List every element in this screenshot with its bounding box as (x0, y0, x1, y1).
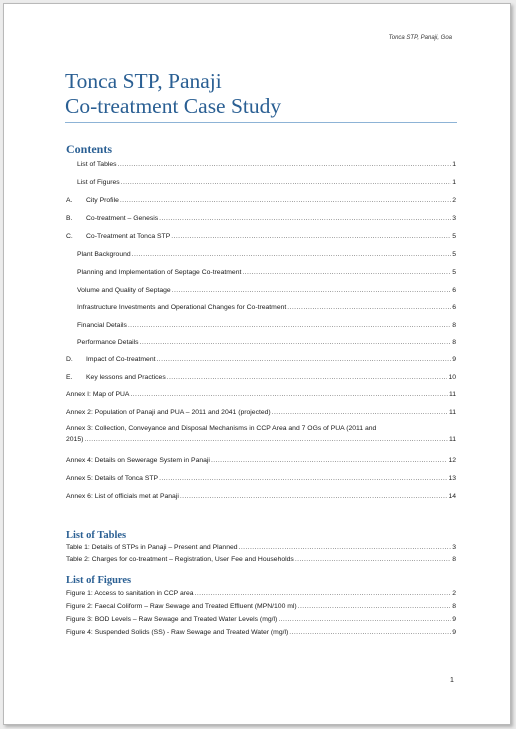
toc-entry[interactable]: D. Impact of Co-treatment ..... 9 (66, 355, 456, 364)
toc-entry[interactable]: Planning and Implementation of Septage Co-treatment ..... 5 (66, 268, 456, 277)
title-line-2: Co-treatment Case Study (65, 94, 282, 118)
figure-entry[interactable]: Figure 2: Faecal Coliform – Raw Sewage and Treated Effluent (MPN/100 ml) ..... 8 (66, 602, 456, 611)
toc-entry[interactable]: Annex 3: Collection, Conveyance and Disposal Mechanisms in CCP Area and 7 OGs of PUA (2011 and 2015) ..... 11 (66, 423, 456, 445)
table-entry[interactable]: Table 2: Charges for co-treatment – Registration, User Fee and Households ..... 8 (66, 555, 456, 564)
toc-entry[interactable]: C. Co-Treatment at Tonca STP ..... 5 (66, 232, 456, 241)
toc-entry[interactable]: List of Tables ..... 1 (66, 160, 456, 169)
figure-entry[interactable]: Figure 3: BOD Levels – Raw Sewage and Treated Water Levels (mg/l) ..... 9 (66, 615, 456, 624)
toc-entry[interactable]: A. City Profile ..... 2 (66, 196, 456, 205)
toc-entry[interactable]: Performance Details ..... 8 (66, 338, 456, 347)
title-underline (65, 122, 457, 123)
toc-entry[interactable]: Annex 4: Details on Sewerage System in Panaji ..... 12 (66, 456, 456, 465)
contents-heading: Contents (66, 142, 113, 156)
title-line-1: Tonca STP, Panaji (65, 69, 222, 93)
toc-entry[interactable]: B. Co-treatment – Genesis ..... 3 (66, 214, 456, 223)
toc-entry[interactable]: List of Figures ..... 1 (66, 178, 456, 187)
toc-entry[interactable]: Plant Background ..... 5 (66, 250, 456, 259)
toc-entry[interactable]: Annex 5: Details of Tonca STP ..... 13 (66, 474, 456, 483)
figure-entry[interactable]: Figure 1: Access to sanitation in CCP area ..... 2 (66, 589, 456, 598)
toc-entry[interactable]: Annex 2: Population of Panaji and PUA – 2011 and 2041 (projected) ..... 11 (66, 408, 456, 417)
toc-entry[interactable]: Annex 6: List of officials met at Panaji ..... 14 (66, 492, 456, 501)
running-header: Tonca STP, Panaji, Goa (388, 35, 452, 41)
toc-entry[interactable]: Annex I: Map of PUA ..... 11 (66, 390, 456, 399)
toc-entry[interactable]: Financial Details ..... 8 (66, 321, 456, 330)
document-title (65, 69, 465, 119)
page-number: 1 (450, 677, 454, 684)
list-of-tables-heading: List of Tables (66, 530, 127, 541)
toc-entry[interactable]: E. Key lessons and Practices ..... 10 (66, 373, 456, 382)
list-of-figures-heading: List of Figures (66, 575, 132, 586)
table-entry[interactable]: Table 1: Details of STPs in Panaji – Present and Planned ..... 3 (66, 543, 456, 552)
figure-entry[interactable]: Figure 4: Suspended Solids (SS) - Raw Sewage and Treated Water (mg/l) ..... 9 (66, 628, 456, 637)
document-page (3, 3, 511, 725)
toc-entry[interactable]: Volume and Quality of Septage ..... 6 (66, 286, 456, 295)
toc-entry[interactable]: Infrastructure Investments and Operational Changes for Co-treatment ..... 6 (66, 303, 456, 312)
